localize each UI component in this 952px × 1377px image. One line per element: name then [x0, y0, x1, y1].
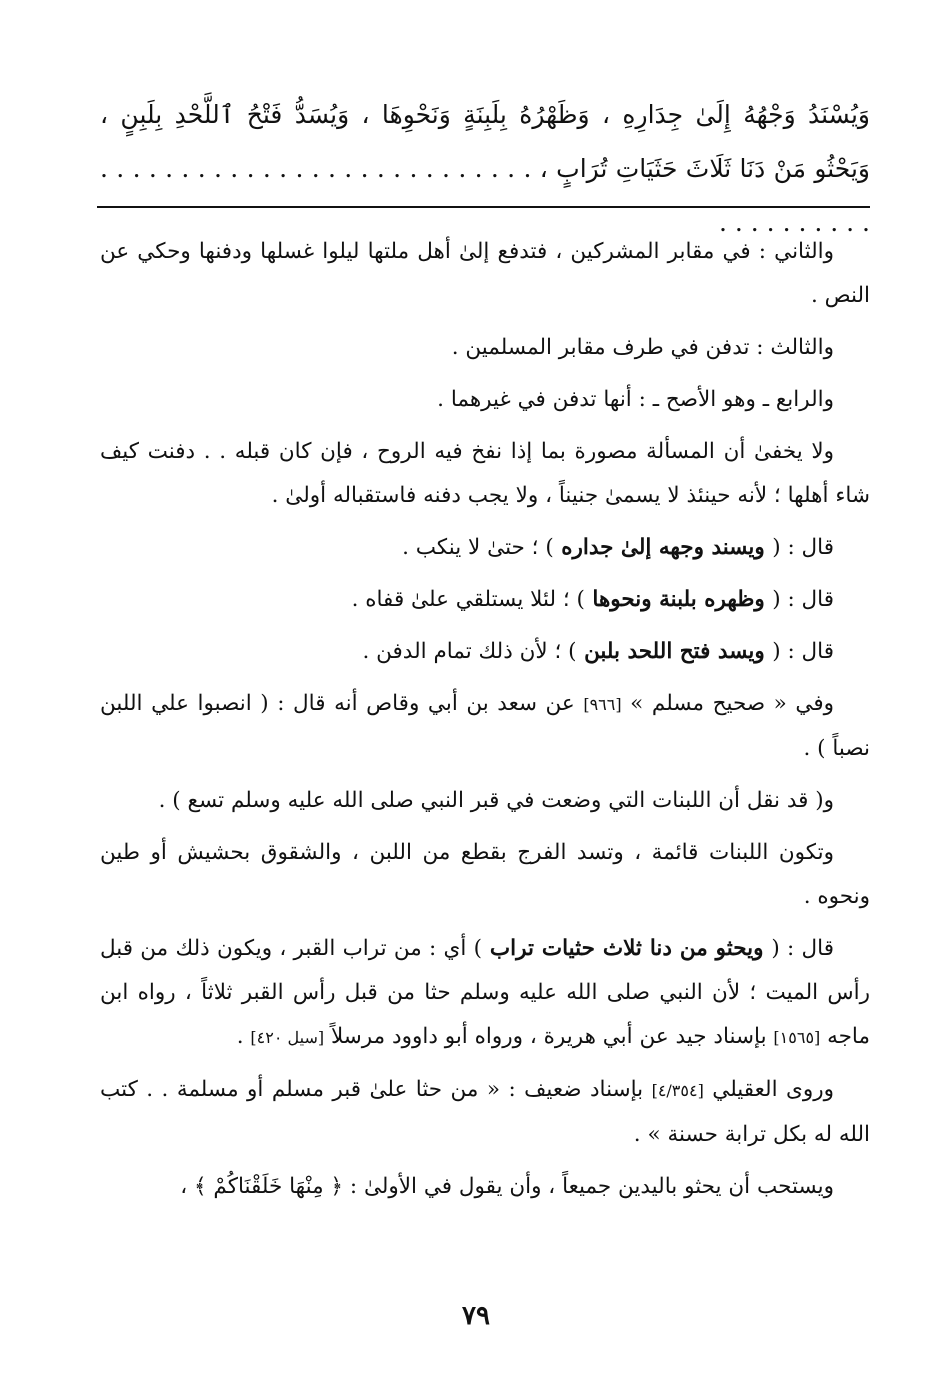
hadith-reference: [سيل ٤٢٠] — [250, 1028, 325, 1047]
paragraph-both-hands: ويستحب أن يحثو باليدين جميعاً ، وأن يقول في الأولىٰ : ﴿ مِنْهَا خَلَقْنَاكُمْ ﴾ ، — [180, 1174, 834, 1199]
paragraph-qala-back: قال : ( وظهره بلبنة ونحوها ) ؛ لئلا يستلقي علىٰ قفاه . — [351, 587, 834, 612]
paragraph-qala-hathw: قال : ( ويحثو من دنا ثلاث حثيات تراب ) أي : من تراب القبر ، ويكون ذلك من قبل رأس الميت ؛ لأن النبي صلى الله عليه وسلم حثا من قبل رأس القبر ثلاثاً ، رواه ابن ماجه [١٥٦٥] بإسناد جيد عن أبي هريرة ، ورواه أبو داوود مرسلاً [سيل ٤٢٠] . — [100, 936, 870, 1049]
paragraph-qala-lahd: قال : ( ويسد فتح اللحد بلبن ) ؛ لأن ذلك تمام الدفن . — [362, 639, 834, 664]
paragraph-fourth-opinion: والرابع ـ وهو الأصح ـ : أنها تدفن في غيرهما . — [437, 387, 834, 412]
matn-sentence: وَيُسْنَدُ وَجْهُهُ إِلَىٰ جِدَارِهِ ، وَظَهْرُهُ بِلَبِنَةٍ وَنَحْوِهَا ، وَيُسَدُّ فَتْحُ ٱللَّحْدِ بِلَبِنٍ ، وَيَحْثُو مَنْ دَنَا ثَلَاثَ حَثَيَاتِ تُرَابٍ ، — [100, 100, 870, 183]
paragraph-uqayli: وروى العقيلي [٤/٣٥٤] بإسناد ضعيف : « من حثا علىٰ قبر مسلم أو مسلمة . . كتب الله له بكل ترابة حسنة » . — [100, 1077, 870, 1147]
separator-rule — [97, 206, 870, 208]
paragraph-ruh-note: ولا يخفىٰ أن المسألة مصورة بما إذا نفخ فيه الروح ، فإن كان قبله . . دفنت كيف شاء أهلها ؛ لأنه حينئذ لا يسمىٰ جنيناً ، ولا يجب دفنه فاستقباله أولىٰ . — [100, 439, 870, 508]
paragraph-sahih-muslim: وفي « صحيح مسلم » [٩٦٦] عن سعد بن أبي وقاص أنه قال : ( انصبوا علي اللبن نصباً ) . — [100, 691, 870, 761]
quoted-matn: ويسد فتح اللحد بلبن — [576, 639, 773, 664]
hadith-reference: [٩٦٦] — [583, 695, 622, 714]
quoted-matn: وظهره بلبنة ونحوها — [584, 587, 773, 612]
hadith-reference: [٤/٣٥٤] — [651, 1081, 704, 1100]
page-number: ٧٩ — [462, 1301, 490, 1331]
paragraph-third-opinion: والثالث : تدفن في طرف مقابر المسلمين . — [451, 335, 834, 360]
paragraph-qala-face: قال : ( ويسند وجهه إلىٰ جداره ) ؛ حتىٰ لا ينكب . — [402, 535, 834, 560]
paragraph-second-opinion: والثاني : في مقابر المشركين ، فتدفع إلىٰ أهل ملتها ليلوا غسلها ودفنها وحكي عن النص . — [100, 239, 870, 308]
paragraph-labinat-placement: وتكون اللبنات قائمة ، وتسد الفرج بقطع من اللبن ، والشقوق بحشيش أو طين ونحوه . — [100, 840, 870, 909]
commentary-text — [100, 230, 870, 1217]
hadith-reference: [١٥٦٥] — [773, 1028, 821, 1047]
matn-ellipsis-dots: . . . . . . . . . . . . . . . . . . . . . . . . . . . . . . . . . . . . . — [100, 154, 870, 237]
quoted-matn: ويسند وجهه إلىٰ جداره — [553, 535, 773, 560]
quoted-matn: ويحثو من دنا ثلاث حثيات تراب — [482, 936, 772, 961]
paragraph-labinat-count: و( قد نقل أن اللبنات التي وضعت في قبر النبي صلى الله عليه وسلم تسع ) . — [158, 788, 834, 813]
quran-verse: ﴿ مِنْهَا خَلَقْنَاكُمْ ﴾ — [194, 1174, 344, 1199]
matn-text — [100, 88, 870, 250]
